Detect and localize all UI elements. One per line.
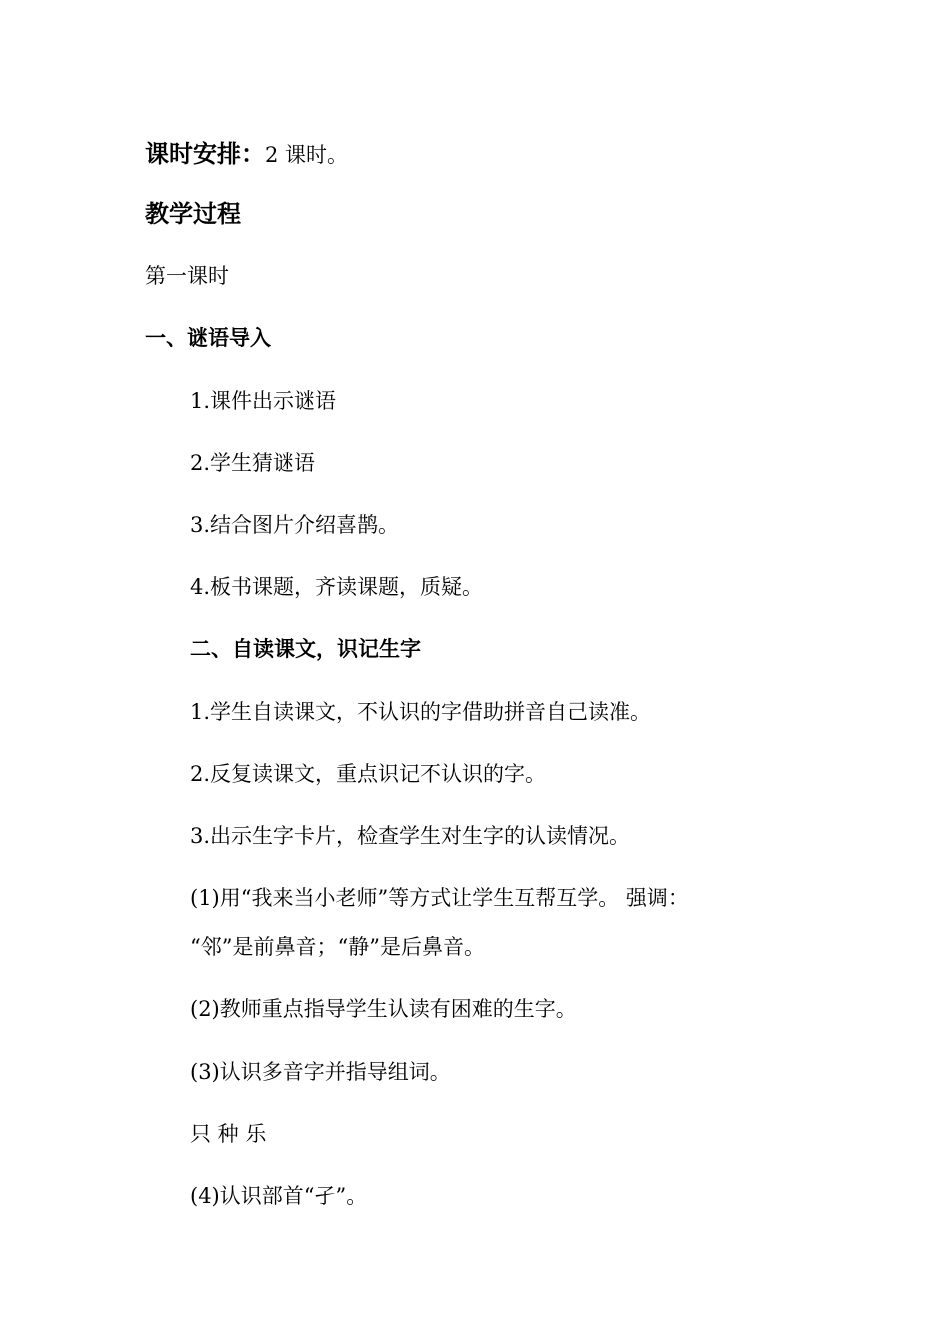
section2-subitem: (2)教师重点指导学生认读有困难的生字。: [190, 997, 577, 1021]
section2-subitem-continued: “邻”是前鼻音；“静”是后鼻音。: [190, 935, 485, 959]
section2-item: 3.出示生字卡片，检查学生对生字的认读情况。: [190, 824, 631, 848]
schedule-label: 课时安排：: [145, 140, 265, 168]
section1-item: 3.结合图片介绍喜鹊。: [190, 513, 400, 537]
section2-subitem: (4)认识部首“孑”。: [190, 1184, 368, 1208]
process-title: 教学过程: [145, 200, 241, 228]
section2-title: 二、自读课文，识记生字: [190, 637, 421, 661]
section1-item: 1.课件出示谜语: [190, 389, 337, 413]
section1-item: 2.学生猜谜语: [190, 451, 316, 475]
section1-item: 4.板书课题，齐读课题，质疑。: [190, 575, 484, 599]
lesson-title: 第一课时: [145, 264, 229, 288]
polyphonic-characters: 只 种 乐: [190, 1122, 267, 1146]
schedule-line: [145, 140, 348, 169]
section2-item: 1.学生自读课文，不认识的字借助拼音自己读准。: [190, 700, 652, 724]
section2-item: 2.反复读课文，重点识记不认识的字。: [190, 762, 547, 786]
section2-subitem: (3)认识多音字并指导组词。: [190, 1060, 451, 1084]
schedule-value: 2 课时。: [265, 143, 349, 167]
section1-title: 一、谜语导入: [145, 326, 271, 350]
section2-subitem: (1)用“我来当小老师”等方式让学生互帮互学。 强调：: [190, 886, 689, 910]
